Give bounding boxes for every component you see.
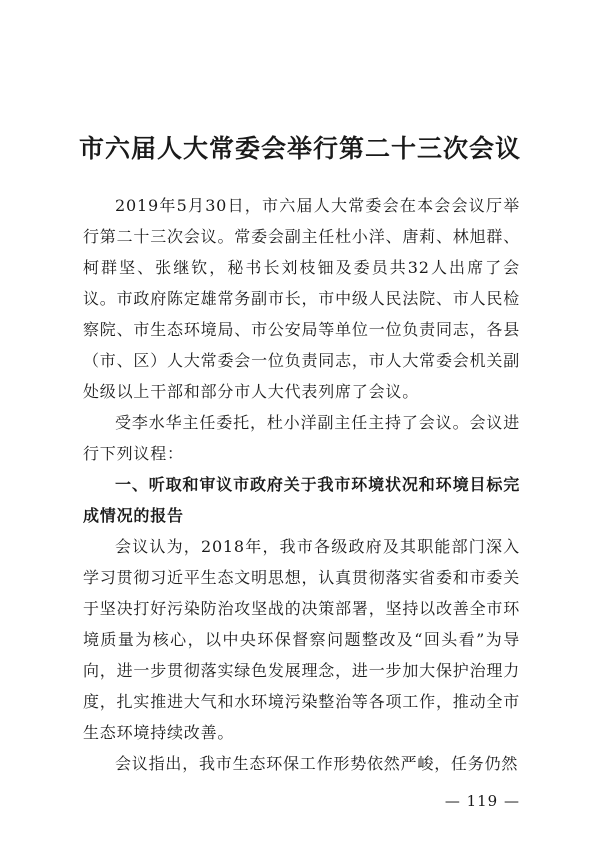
page-title: 市六届人大常委会举行第二十三次会议 [78, 134, 521, 163]
page-number: — 119 — [444, 792, 520, 810]
section-heading-1: 一、听取和审议市政府关于我市环境状况和环境目标完成情况的报告 [83, 475, 520, 525]
paragraph-meeting-point: 会议指出，我市生态环保工作形势依然严峻，任务仍然 [115, 754, 519, 773]
paragraph-meeting-view: 会议认为，2018年，我市各级政府及其职能部门深入学习贯彻习近平生态文明思想，认真贯彻落实省委和市委关于坚决打好污染防治攻坚战的决策部署，坚持以改善全市环境质量为核心，以中央环保督察问题整改及“回头看”为导向，进一步贯彻落实绿色发展理念，进一步加大保护治理力度，扎实推进大气和水环境污染整治等各项工作，推动全市生态环境持续改善。 [83, 537, 520, 742]
paragraph-agenda-intro: 受李水华主任委托，杜小洋副主任主持了会议。会议进行下列议程： [83, 413, 520, 463]
paragraph-meeting-overview: 2019年5月30日，市六届人大常委会在本会会议厅举行第二十三次会议。常委会副主任杜小洋、唐莉、林旭群、柯群坚、张继钦，秘书长刘枝钿及委员共32人出席了会议。市政府陈定雄常务副市长，市中级人民法院、市人民检察院、市生态环境局、市公安局等单位一位负责同志，各县（市、区）人大常委会一位负责同志，市人大常委会机关副处级以上干部和部分市人大代表列席了会议。 [83, 196, 520, 401]
document-body [83, 190, 520, 779]
